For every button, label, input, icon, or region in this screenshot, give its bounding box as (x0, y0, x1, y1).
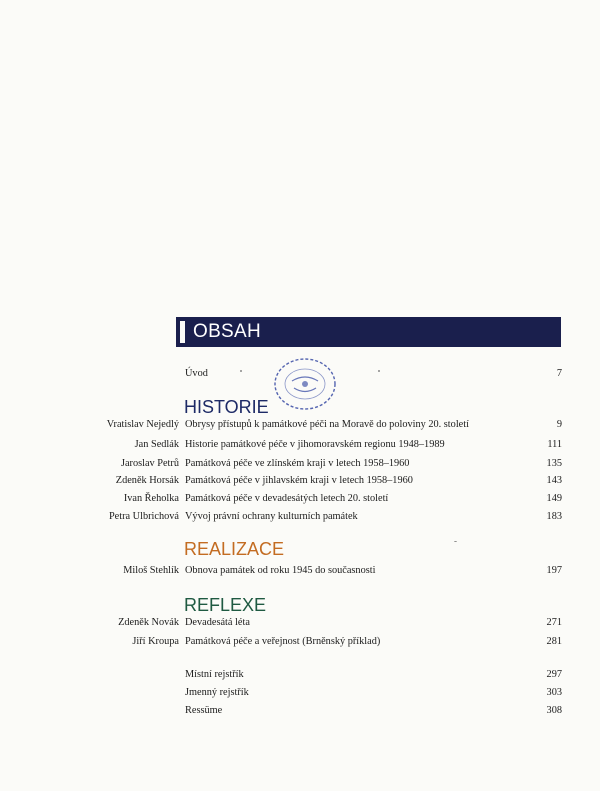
entry-page: 271 (546, 617, 562, 628)
entry-author: Jiří Kroupa (132, 636, 179, 647)
entry-title: Obnova památek od roku 1945 do současnosti (185, 565, 376, 576)
toc-entry (0, 455, 600, 473)
toc-entry (0, 614, 600, 632)
entry-author: Vratislav Nejedlý (106, 419, 179, 430)
entry-page: 297 (546, 669, 562, 680)
scan-speck (240, 370, 242, 372)
entry-author: Zdeněk Novák (118, 617, 179, 628)
toc-entry (0, 633, 600, 651)
entry-author: Zdeněk Horsák (115, 475, 179, 486)
toc-entry (0, 562, 600, 580)
entry-title: Devadesátá léta (185, 617, 250, 628)
entry-page: 111 (547, 439, 562, 450)
banner-accent-bar (180, 321, 185, 343)
toc-entry (0, 436, 600, 454)
library-stamp (272, 355, 338, 413)
toc-entry (0, 472, 600, 490)
entry-page: 308 (546, 705, 562, 716)
entry-title: Obrysy přístupů k památkové péči na Moravě do poloviny 20. století (185, 419, 469, 430)
toc-entry (0, 490, 600, 508)
entry-page: 9 (556, 419, 562, 430)
entry-page: 303 (546, 687, 562, 698)
entry-title: Místní rejstřík (185, 669, 244, 680)
entry-page: 135 (546, 458, 562, 469)
entry-page: 183 (546, 511, 562, 522)
entry-title: Vývoj právní ochrany kulturních památek (185, 511, 358, 522)
entry-title: Jmenný rejstřík (185, 687, 249, 698)
entry-title: Památková péče a veřejnost (Brněnský příklad) (185, 636, 381, 647)
entry-title: Úvod (185, 368, 208, 379)
section-title-historie: HISTORIE (184, 397, 269, 417)
entry-title: Památková péče v devadesátých letech 20. století (185, 493, 389, 504)
toc-entry-index (0, 666, 600, 684)
entry-page: 149 (546, 493, 562, 504)
entry-page: 143 (546, 475, 562, 486)
entry-author: Petra Ulbrichová (108, 511, 179, 522)
scan-speck (378, 370, 380, 372)
entry-title: Ressüme (185, 705, 223, 716)
entry-page: 197 (546, 565, 562, 576)
toc-entry-index (0, 702, 600, 720)
entry-author: Miloš Stehlík (123, 565, 179, 576)
toc-entry (0, 508, 600, 526)
scan-speck (454, 541, 457, 542)
toc-entry-index (0, 684, 600, 702)
section-title-reflexe: REFLEXE (184, 595, 267, 615)
toc-entry (0, 416, 600, 434)
contents-heading: OBSAH (193, 321, 262, 342)
entry-author: Jan Sedlák (134, 439, 179, 450)
section-title-realizace: REALIZACE (184, 539, 285, 559)
entry-page: 7 (556, 368, 562, 379)
entry-page: 281 (546, 636, 562, 647)
entry-title: Památková péče v jihlavském kraji v letech 1958–1960 (185, 475, 413, 486)
entry-title: Historie památkové péče v jihomoravském regionu 1948–1989 (185, 439, 445, 450)
entry-author: Ivan Řeholka (123, 493, 179, 504)
entry-title: Památková péče ve zlínském kraji v letech 1958–1960 (185, 458, 410, 469)
entry-author: Jaroslav Petrů (120, 458, 179, 469)
